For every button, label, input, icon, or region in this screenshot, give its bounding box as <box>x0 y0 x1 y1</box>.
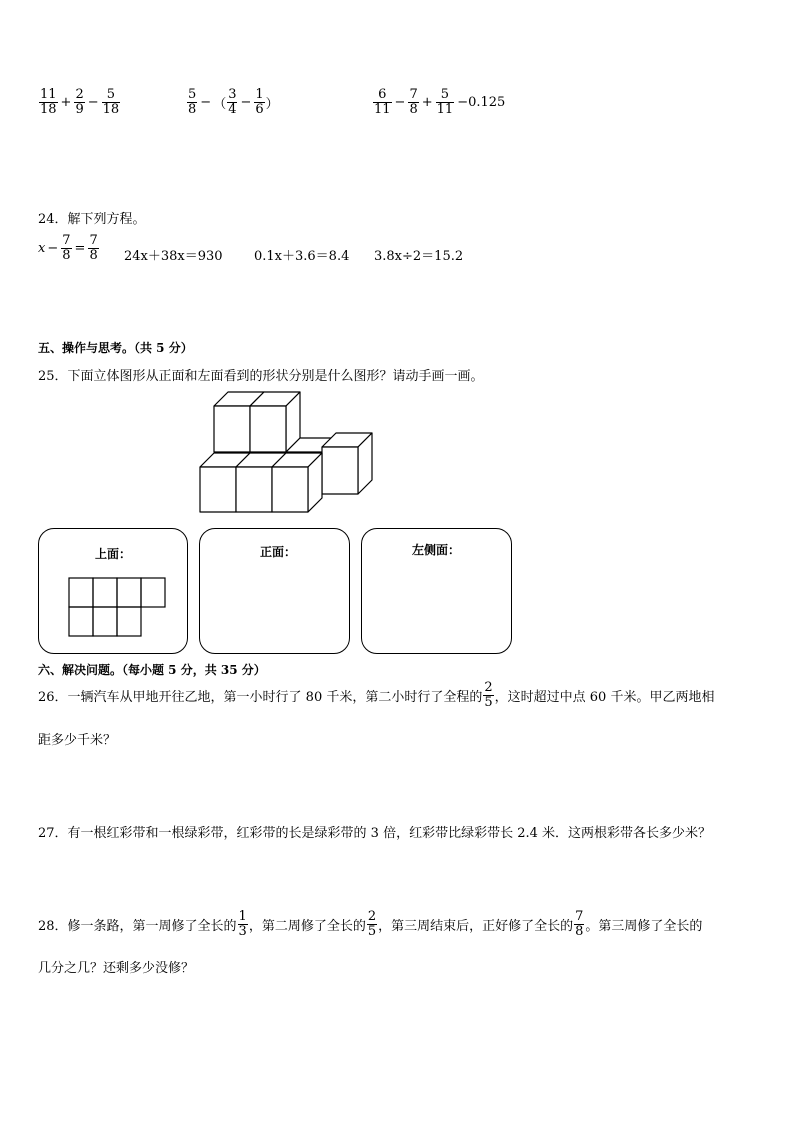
question-28-line-1: 28．修一条路，第一周修了全长的 $\frac{1}{3}$ ，第二周修了全长的 $\frac{2}{5}$ ，第三周结束后，正好修了全长的 $\frac{7}{8}$ 。第三周修了全长的 <box>38 909 703 939</box>
equation-4: 3.8x÷2＝15.2 <box>374 249 464 264</box>
question-24-title: 24．解下列方程。 <box>38 212 146 227</box>
top-view-box <box>38 528 188 654</box>
left-view-box[interactable] <box>361 528 512 654</box>
cube-front-face <box>236 467 272 512</box>
top-view-label: 上面： <box>95 547 132 561</box>
front-view-box[interactable] <box>199 528 350 654</box>
equation-3: 0.1x＋3.6＝8.4 <box>254 249 350 264</box>
calc-expression-3: $\frac{6}{11}$ − $\frac{7}{8}$ + $\frac{5}{11}$ −0.125 <box>374 87 506 117</box>
cube-front-face <box>214 406 250 452</box>
fraction: $\frac{5}{18}$ <box>102 87 120 117</box>
fraction: $\frac{6}{11}$ <box>374 87 391 117</box>
left-view-label: 左侧面： <box>412 543 461 557</box>
question-26-line-2: 距多少千米？ <box>38 733 117 748</box>
question-27-text: 27．有一根红彩带和一根绿彩带，红彩带的长是绿彩带的 3 倍，红彩带比绿彩带长 2.4 米．这两根彩带各长多少米？ <box>38 826 712 841</box>
fraction: $\frac{7}{8}$ <box>62 233 71 263</box>
fraction: $\frac{11}{18}$ <box>40 87 57 117</box>
fraction: $\frac{1}{6}$ <box>255 87 264 117</box>
fraction: $\frac{2}{5}$ <box>484 680 493 710</box>
cube-front-face <box>250 406 286 452</box>
cube-front-face <box>272 467 308 512</box>
equation-1: x − $\frac{7}{8}$ = $\frac{7}{8}$ <box>38 233 98 263</box>
fraction: $\frac{7}{8}$ <box>409 87 418 117</box>
calc-expression-2: $\frac{5}{8}$ − （ $\frac{3}{4}$ − $\frac{1}{6}$ ） <box>188 87 279 117</box>
fraction: $\frac{1}{3}$ <box>238 909 247 939</box>
cube-stack-figure <box>190 388 385 513</box>
question-25-text: 25．下面立体图形从正面和左面看到的形状分别是什么图形？请动手画一画。 <box>38 369 484 384</box>
fraction: $\frac{2}{9}$ <box>75 87 84 117</box>
fraction: $\frac{7}{8}$ <box>575 909 584 939</box>
cube-front-face <box>200 467 236 512</box>
section-5-title: 五、操作与思考。（共 5 分） <box>38 341 193 355</box>
question-28-line-2: 几分之几？还剩多少没修？ <box>38 961 195 976</box>
fraction: $\frac{7}{8}$ <box>89 233 98 263</box>
section-6-title: 六、解决问题。（每小题 5 分，共 35 分） <box>38 663 266 677</box>
front-view-label: 正面： <box>260 545 297 559</box>
top-view-grid <box>68 576 168 638</box>
fraction: $\frac{5}{8}$ <box>188 87 197 117</box>
fraction: $\frac{2}{5}$ <box>367 909 377 939</box>
cube-front-face <box>322 447 358 494</box>
fraction: $\frac{5}{11}$ <box>436 87 454 117</box>
question-26-line-1: 26．一辆汽车从甲地开往乙地，第一小时行了 80 千米，第二小时行了全程的 $\frac{2}{5}$ ，这时超过中点 60 千米。甲乙两地相 <box>38 680 715 710</box>
equation-2: 24x＋38x＝930 <box>124 249 223 264</box>
fraction: $\frac{3}{4}$ <box>228 87 237 117</box>
calc-expression-1: $\frac{11}{18}$ + $\frac{2}{9}$ − $\frac{5}{18}$ <box>40 87 120 117</box>
